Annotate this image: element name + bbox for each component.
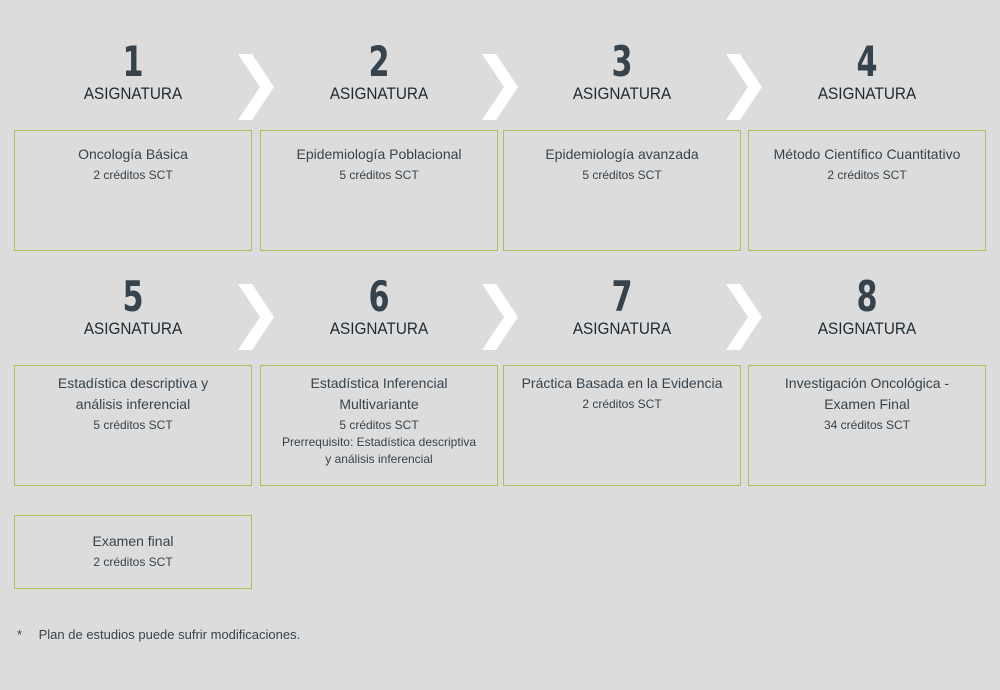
step-number: 2: [368, 37, 390, 86]
step-label: ASIGNATURA: [83, 84, 183, 103]
course-credits: 5 créditos SCT: [339, 418, 419, 432]
step-number: 8: [856, 272, 878, 321]
chevron-right-icon: [238, 54, 278, 120]
step-header-6: [260, 272, 498, 339]
footnote-text: Plan de estudios puede sufrir modificaciones.: [38, 627, 301, 642]
footnote-asterisk: *: [17, 627, 23, 642]
course-title: Examen final: [92, 533, 174, 549]
step-number: 6: [368, 272, 390, 321]
course-card-9: [14, 515, 252, 589]
step-label: ASIGNATURA: [329, 319, 429, 338]
course-credits: 34 créditos SCT: [823, 418, 911, 432]
step-number: 5: [122, 272, 144, 321]
step-header-7: [503, 272, 741, 339]
step-label: ASIGNATURA: [572, 84, 672, 103]
course-title: Estadística Inferencial Multivariante: [310, 375, 448, 412]
course-credits: 5 créditos SCT: [339, 168, 419, 182]
course-credits: 2 créditos SCT: [827, 168, 907, 182]
course-card-8: [748, 365, 986, 486]
step-number: 1: [122, 37, 144, 86]
step-header-3: [503, 37, 741, 104]
step-label: ASIGNATURA: [572, 319, 672, 338]
step-label: ASIGNATURA: [817, 319, 917, 338]
course-title: Práctica Basada en la Evidencia: [521, 375, 723, 391]
step-number: 3: [611, 37, 633, 86]
chevron-right-icon: [726, 54, 766, 120]
course-card-1: [14, 130, 252, 251]
course-card-2: [260, 130, 498, 251]
course-card-3: [503, 130, 741, 251]
footnote: [17, 627, 300, 642]
course-credits: 2 créditos SCT: [93, 555, 173, 569]
course-prerequisite: Prerrequisito: Estadística descriptiva: [281, 435, 477, 449]
course-credits: 2 créditos SCT: [93, 168, 173, 182]
chevron-right-icon: [726, 284, 766, 350]
step-header-8: [748, 272, 986, 339]
course-prerequisite: y análisis inferencial: [325, 452, 433, 466]
step-header-1: [14, 37, 252, 104]
step-header-2: [260, 37, 498, 104]
step-label: ASIGNATURA: [329, 84, 429, 103]
course-credits: 5 créditos SCT: [93, 418, 173, 432]
course-title: Método Científico Cuantitativo: [773, 146, 961, 162]
step-label: ASIGNATURA: [817, 84, 917, 103]
course-card-7: [503, 365, 741, 486]
step-number: 7: [611, 272, 633, 321]
course-title: Investigación Oncológica - Examen Final: [784, 375, 950, 412]
step-label: ASIGNATURA: [83, 319, 183, 338]
course-card-6: [260, 365, 498, 486]
course-credits: 5 créditos SCT: [582, 168, 662, 182]
course-title: Oncología Básica: [78, 146, 188, 162]
course-card-4: [748, 130, 986, 251]
chevron-right-icon: [482, 284, 522, 350]
course-title: Epidemiología avanzada: [545, 146, 699, 162]
course-title: Epidemiología Poblacional: [296, 146, 462, 162]
step-number: 4: [856, 37, 878, 86]
step-header-4: [748, 37, 986, 104]
course-credits: 2 créditos SCT: [582, 397, 662, 411]
chevron-right-icon: [482, 54, 522, 120]
course-card-5: [14, 365, 252, 486]
course-title: Estadística descriptiva y análisis inferencial: [57, 375, 209, 412]
step-header-5: [14, 272, 252, 339]
chevron-right-icon: [238, 284, 278, 350]
